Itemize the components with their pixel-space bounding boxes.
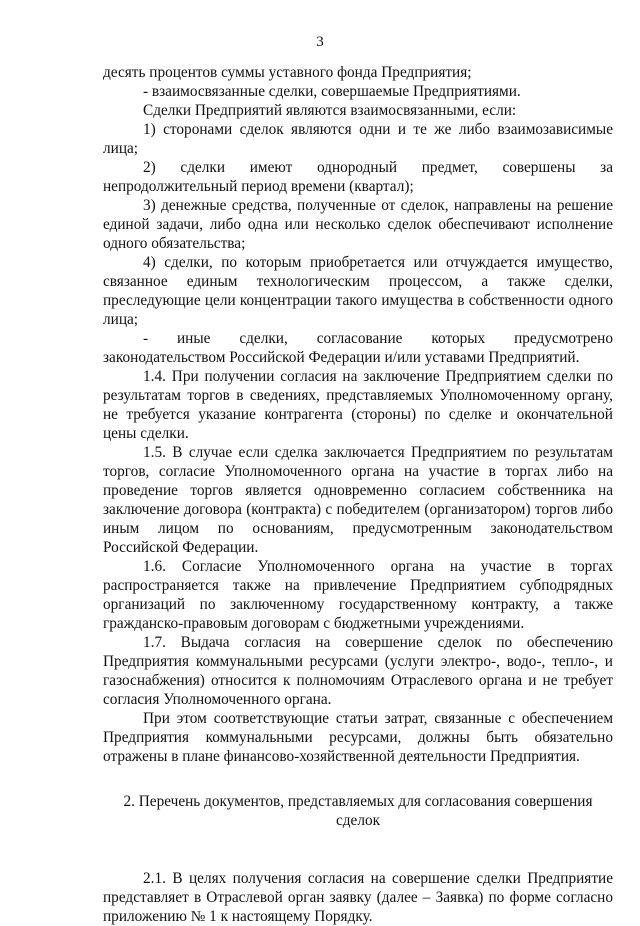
list-item-interrelated-deals: - взаимосвязанные сделки, совершаемые Предприятиями. bbox=[143, 83, 521, 100]
list-item-3: 3) денежные средства, полученные от сделок, направлены на решение единой задачи, либо одна или несколько сделок обеспечивают исполнение одного обязательства; bbox=[103, 197, 613, 252]
clause-2-1: 2.1. В целях получения согласия на совершение сделки Предприятие представляет в Отраслевой орган заявку (далее – Заявка) по форме согласно приложению № 1 к настоящему Порядку. bbox=[103, 870, 613, 925]
paragraph-continuation: десять процентов суммы уставного фонда Предприятия; bbox=[103, 64, 472, 81]
list-item-other-deals: - иные сделки, согласование которых предусмотрено законодательством Российской Федерации и/или уставами Предприятий. bbox=[103, 330, 613, 366]
paragraph-interrelated-intro: Сделки Предприятий являются взаимосвязанными, если: bbox=[143, 102, 517, 119]
list-item-1: 1) сторонами сделок являются одни и те же либо взаимозависимые лица; bbox=[103, 121, 613, 157]
paragraph-costs: При этом соответствующие статьи затрат, связанные с обеспечением Предприятия коммунальными ресурсами, должны быть обязательно отражены в плане финансово-хозяйственной деятельности Предприятия. bbox=[103, 710, 613, 765]
clause-1-7: 1.7. Выдача согласия на совершение сделок по обеспечению Предприятия коммунальными ресурсами (услуги электро-, водо-, тепло-, и газоснабжения) относится к полномочиям Отраслевого органа и не требует согласия Уполномоченного органа. bbox=[103, 634, 613, 708]
list-item-2: 2) сделки имеют однородный предмет, совершены за непродолжительный период времени (квартал); bbox=[103, 159, 613, 195]
list-item-4: 4) сделки, по которым приобретается или отчуждается имущество, связанное единым технологическим процессом, а также сделки, преследующие цели концентрации такого имущества в собственности одного лица; bbox=[103, 254, 613, 328]
document-body bbox=[103, 63, 613, 926]
clause-1-6: 1.6. Согласие Уполномоченного органа на участие в торгах распространяется также на привлечение Предприятием субподрядных организаций по заключенному государственному контракту, а также гражданско-правовым договорам с бюджетными учреждениями. bbox=[103, 558, 613, 632]
clause-1-4: 1.4. При получении согласия на заключение Предприятием сделки по результатам торгов в сведениях, представляемых Уполномоченному органу, не требуется указание контрагента (стороны) по сделке и окончательной цены сделки. bbox=[103, 368, 613, 442]
page-number: 3 bbox=[316, 34, 324, 50]
clause-1-5: 1.5. В случае если сделка заключается Предприятием по результатам торгов, согласие Уполномоченного органа на участие в торгах либо на проведение торгов является одновременно согласием собственника на заключение договора (контракта) с победителем (организатором) торгов либо иным лицом по основаниям, предусмотренным законодательством Российской Федерации. bbox=[103, 444, 613, 556]
section-2-heading: 2. Перечень документов, представляемых для согласования совершения сделок bbox=[123, 793, 593, 829]
